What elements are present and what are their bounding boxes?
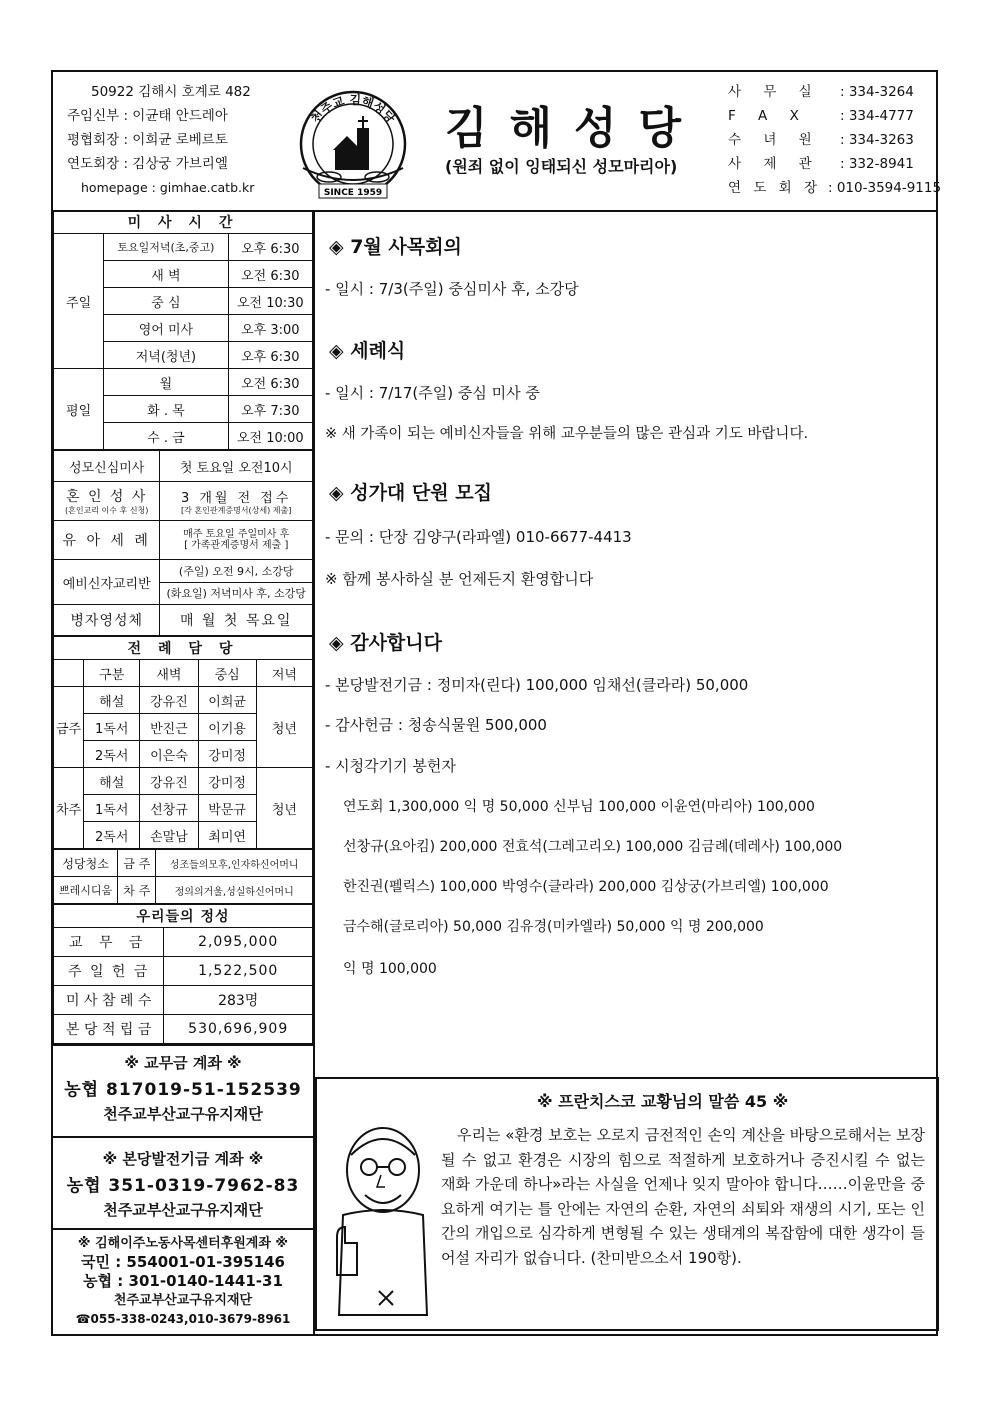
liturgy-person: 박문규 — [198, 795, 256, 822]
offering-table — [53, 904, 313, 1044]
liturgy-header: 저녁 — [256, 660, 312, 687]
contact-label: 연 도 회 장 — [728, 180, 822, 196]
liturgy-header: 중심 — [198, 660, 256, 687]
liturgy-evening: 청년 — [256, 768, 312, 849]
contact-row — [728, 80, 941, 104]
mass-time: 오전 6:30 — [228, 369, 312, 396]
donor-line: 익 명 100,000 — [343, 961, 437, 977]
contact-label: 사 제 관 — [728, 156, 821, 172]
mass-time: 오후 7:30 — [228, 396, 312, 423]
mass-name: 수 . 금 — [104, 423, 228, 450]
contact-row — [728, 152, 941, 176]
wedding-value-cell — [160, 482, 313, 521]
parish-logo — [289, 80, 417, 206]
notice-heading: ◈ 7월 사목회의 — [329, 236, 462, 258]
sunday-label: 주일 — [54, 234, 104, 369]
labor-center-account: 농협 : 301-0140-1441-31 — [83, 1272, 283, 1290]
account-owner: 천주교부산교구유지재단 — [103, 1201, 263, 1219]
this-week-label: 금주 — [54, 687, 84, 768]
contact-value: : 334-3263 — [840, 132, 914, 148]
parish-address: 50922 김해시 호계로 482 — [91, 84, 251, 100]
mass-name: 저녁(청년) — [104, 342, 228, 369]
cleaning-label: 성당청소 — [54, 850, 118, 877]
contact-label: F A X — [728, 108, 808, 124]
sacrament-name: 성모신심미사 — [54, 451, 160, 482]
labor-center-phone: ☎055-338-0243,010-3679-8961 — [75, 1312, 291, 1326]
liturgy-person: 선창규 — [140, 795, 198, 822]
mass-time: 오전 6:30 — [228, 261, 312, 288]
contact-value: : 010-3594-9115 — [828, 180, 942, 196]
contact-label: 수 녀 원 — [728, 132, 821, 148]
offering-title: 우리들의 정성 — [54, 905, 313, 928]
logo-arc-text: 천주교 김해성당 — [308, 92, 398, 126]
liturgy-person: 손말남 — [140, 822, 198, 849]
notice-line: - 일시 : 7/17(주일) 중심 미사 중 — [325, 384, 540, 402]
liturgy-header: 새벽 — [140, 660, 198, 687]
legion-chair: 연도회장 : 김상궁 가브리엘 — [67, 156, 228, 172]
notice-heading: ◈ 감사합니다 — [329, 632, 442, 654]
liturgy-role: 1독서 — [84, 714, 140, 741]
liturgy-role: 해설 — [84, 768, 140, 795]
contact-label: 사 무 실 — [728, 84, 821, 100]
bulletin-frame — [51, 70, 942, 1336]
notice-line: ※ 새 가족이 되는 예비신자들을 위해 교우분들의 많은 관심과 기도 바랍니다. — [325, 426, 809, 442]
svg-text:천주교 김해성당 — [308, 92, 399, 126]
liturgy-person: 최미연 — [198, 822, 256, 849]
sacrament-note: [ 가족관계증명서 제출 ] — [184, 540, 289, 551]
sacrament-name: 예비신자교리반 — [54, 560, 160, 605]
mass-schedule-title: 미 사 시 간 — [54, 211, 313, 234]
account-number: 농협 351-0319-7962-83 — [66, 1176, 300, 1196]
liturgy-person: 이기용 — [198, 714, 256, 741]
mass-name: 토요일저녁(초,중고) — [104, 234, 228, 261]
parish-subtitle: (원죄 없이 잉태되신 성모마리아) — [445, 157, 678, 176]
mass-time: 오후 6:30 — [228, 342, 312, 369]
notice-line: - 본당발전기금 : 정미자(린다) 100,000 임채선(클라라) 50,000 — [325, 676, 749, 694]
donor-line: 한진권(펠릭스) 100,000 박영수(클라라) 200,000 김상궁(가브리엘) 100,000 — [343, 879, 829, 895]
sacrament-value: 3 개월 전 접수 — [180, 490, 292, 506]
flower-label: 쁘레시디움 — [54, 877, 118, 904]
liturgy-title: 전 례 담 당 — [54, 637, 313, 660]
cleaning-group: 성조들의모후,인자하신어머니 — [156, 850, 313, 877]
liturgy-table — [53, 636, 313, 849]
mass-time: 오후 6:30 — [228, 234, 312, 261]
notices-column — [315, 210, 938, 1050]
account-number: 농협 817019-51-152539 — [64, 1080, 302, 1100]
left-column — [53, 210, 315, 1336]
liturgy-person: 강유진 — [140, 768, 198, 795]
account-title: ※ 본당발전기금 계좌 ※ — [102, 1150, 264, 1168]
liturgy-person: 강미정 — [198, 741, 256, 768]
sacraments-table — [53, 450, 313, 636]
sacrament-value: 매주 토요일 주일미사 후 — [183, 529, 290, 540]
liturgy-role: 2독서 — [84, 741, 140, 768]
parish-title: 김해성당 — [445, 103, 704, 154]
liturgy-role: 1독서 — [84, 795, 140, 822]
contact-row — [728, 176, 941, 200]
liturgy-person: 이은숙 — [140, 741, 198, 768]
donor-line: 연도회 1,300,000 익 명 50,000 신부님 100,000 이윤연(마리아) 100,000 — [343, 799, 815, 815]
sacrament-note: [각 혼인관계증명서(상세) 제출] — [181, 505, 292, 515]
liturgy-header: 구분 — [84, 660, 140, 687]
mass-name: 화 . 목 — [104, 396, 228, 423]
contact-row — [728, 104, 941, 128]
notice-line: - 문의 : 단장 김양구(라파엘) 010-6677-4413 — [325, 528, 632, 546]
sacrament-value: (주일) 오전 9시, 소강당 — [160, 561, 312, 583]
mass-time: 오전 10:30 — [228, 288, 312, 315]
pope-message-title: ※ 프란치스코 교황님의 말씀 45 ※ — [537, 1092, 789, 1111]
offering-name: 본 당 적 립 금 — [54, 1015, 164, 1044]
notice-heading: ◈ 세례식 — [329, 340, 406, 362]
liturgy-person: 반진근 — [140, 714, 198, 741]
contact-value: : 334-4777 — [840, 108, 914, 124]
account-owner: 천주교부산교구유지재단 — [103, 1105, 263, 1123]
donor-line: 선창규(요아킴) 200,000 전효석(그레고리오) 100,000 김금례(데레사) 100,000 — [343, 839, 843, 855]
notice-line: - 감사헌금 : 청송식물원 500,000 — [325, 716, 547, 734]
bulletin-header — [53, 72, 942, 212]
fund-account-box — [53, 1136, 313, 1228]
offering-value: 2,095,000 — [164, 928, 313, 957]
liturgy-header-blank — [54, 660, 84, 687]
sacrament-note: (혼인교리 이수 후 신청) — [64, 506, 149, 515]
offering-value: 1,522,500 — [164, 957, 313, 986]
homepage-url[interactable]: homepage : gimhae.catb.kr — [81, 180, 255, 195]
duty-table — [53, 849, 313, 904]
donor-line: 금수해(글로리아) 50,000 김유경(미카엘라) 50,000 익 명 200,000 — [343, 919, 764, 935]
mass-name: 영어 미사 — [104, 315, 228, 342]
offering-name: 교 무 금 — [54, 928, 164, 957]
contact-value: : 334-3264 — [840, 84, 914, 100]
liturgy-person: 강유진 — [140, 687, 198, 714]
council-chair: 평협회장 : 이희균 로베르토 — [67, 132, 228, 148]
liturgy-person: 이희균 — [198, 687, 256, 714]
contact-value: : 332-8941 — [840, 156, 914, 172]
liturgy-role: 2독서 — [84, 822, 140, 849]
notice-heading: ◈ 성가대 단원 모집 — [329, 482, 492, 504]
liturgy-role: 해설 — [84, 687, 140, 714]
sacrament-name: 병자영성체 — [54, 605, 160, 636]
flower-week: 차 주 — [118, 877, 156, 904]
liturgy-person: 강미정 — [198, 768, 256, 795]
notice-line: - 시청각기기 봉헌자 — [325, 757, 456, 775]
liturgy-evening: 청년 — [256, 687, 312, 768]
pope-caricature-icon — [323, 1115, 433, 1320]
mass-schedule-table — [53, 210, 313, 450]
account-title: ※ 교무금 계좌 ※ — [124, 1054, 242, 1072]
sacrament-name: 혼 인 성 사 — [65, 489, 148, 505]
offering-value: 530,696,909 — [164, 1015, 313, 1044]
offering-value: 283명 — [164, 986, 313, 1015]
sacrament-value: 첫 토요일 오전10시 — [160, 451, 313, 482]
labor-center-title: ※ 김해이주노동사목센터후원계좌 ※ — [77, 1236, 289, 1251]
labor-center-account: 국민 : 554001-01-395146 — [81, 1253, 285, 1271]
pastor-name: 주임신부 : 이균태 안드레아 — [67, 108, 228, 124]
logo-since-text: SINCE 1959 — [323, 188, 383, 198]
mass-name: 중 심 — [104, 288, 228, 315]
baptism-value-cell — [160, 521, 313, 560]
parish-info — [67, 80, 254, 200]
mass-name: 새 벽 — [104, 261, 228, 288]
sacrament-name: 유 아 세 례 — [54, 521, 160, 560]
mass-time: 오후 3:00 — [228, 315, 312, 342]
notice-line: ※ 함께 봉사하실 분 언제든지 환영합니다 — [325, 570, 594, 588]
labor-center-box — [53, 1228, 313, 1329]
labor-center-owner: 천주교부산교구유지재단 — [113, 1293, 253, 1308]
flower-group: 정의의거울,성실하신어머니 — [156, 877, 313, 904]
contact-row — [728, 128, 941, 152]
offering-name: 주 일 헌 금 — [54, 957, 164, 986]
cleaning-week: 금 주 — [118, 850, 156, 877]
wedding-cell — [54, 482, 160, 521]
notice-line: - 일시 : 7/3(주일) 중심미사 후, 소강당 — [325, 280, 579, 298]
catechumen-value-cell — [160, 560, 313, 605]
next-week-label: 차주 — [54, 768, 84, 849]
offering-name: 미 사 참 례 수 — [54, 986, 164, 1015]
mass-time: 오전 10:00 — [228, 423, 312, 450]
dues-account-box — [53, 1044, 313, 1136]
sacrament-value: (화요일) 저녁미사 후, 소강당 — [166, 586, 306, 600]
pope-message-text: 우리는 «환경 보호는 오로지 금전적인 손익 계산을 바탕으로해서는 보장될 수 없고 환경은 시장의 힘으로 적절하게 보호하거나 증진시킬 수 없는 재화 가운데 하나»라는 사실을 언제나 잊지 말아야 합니다……이윤만을 중요하게 여기는 틀 안에는 자연의 순환, 자연의 쇠퇴와 재생의 시기, 또는 인간의 개입으로 심각하게 변형될 수 있는 생태계의 복잡함에 대한 생각이 들어설 자리가 없습니다. (찬미받으소서 190항). — [441, 1126, 925, 1267]
sacrament-value: 매 월 첫 목요일 — [160, 605, 313, 636]
pope-message-box — [315, 1077, 939, 1331]
contact-list — [728, 80, 941, 200]
weekday-label: 평일 — [54, 369, 104, 450]
mass-name: 월 — [104, 369, 228, 396]
